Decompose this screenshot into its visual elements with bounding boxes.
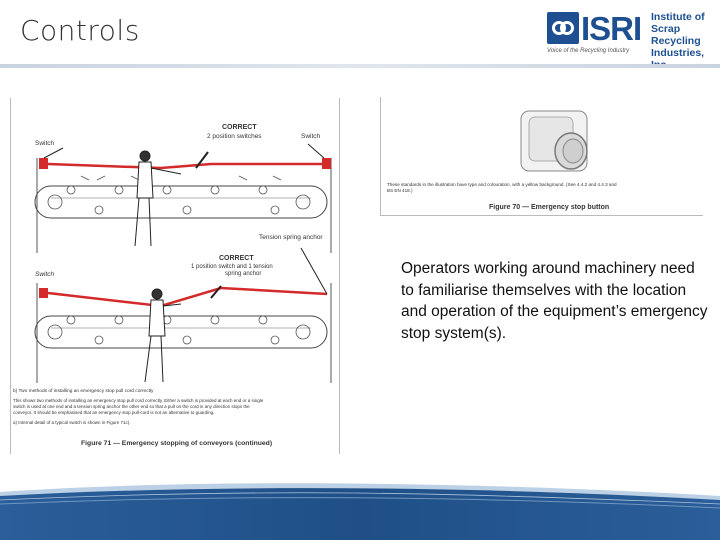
note-footnote: a) Internal detail of a typical switch is shown in Figure 71c). — [13, 420, 131, 425]
logo-name-line-2: Scrap Recycling — [651, 23, 701, 47]
label-correct-upper: CORRECT — [222, 124, 257, 131]
label-correct-lower: CORRECT — [219, 255, 254, 262]
switch-left-lower — [39, 288, 48, 298]
logo-tagline: Voice of the Recycling Industry — [547, 48, 630, 54]
conveyor-belt-lower — [35, 316, 327, 348]
logo-wordmark: ISRI — [581, 10, 642, 47]
figure-70-text-line-2: BS EN 418.) — [387, 188, 413, 193]
logo-name-line-1: Institute of — [651, 11, 705, 23]
pull-cord-upper — [48, 164, 322, 168]
label-switch-right: Switch — [301, 133, 321, 140]
figure-70-caption: Figure 70 — Emergency stop button — [489, 204, 610, 211]
figure-70-text-line-1: These standards in the illustration have type and colouration, with a yellow background. (See 4.4.2 and 4.4.3 and — [387, 182, 617, 187]
emergency-stop-button-figure — [380, 97, 703, 216]
isri-logo — [545, 10, 715, 58]
label-switch-lower: Switch — [35, 271, 55, 278]
emergency-stop-button-icon — [521, 111, 587, 171]
switch-right-upper — [322, 158, 331, 169]
worker-figure-upper — [135, 151, 181, 246]
label-switch-left: Switch — [35, 140, 55, 147]
slide-body-text: Operators working around machinery need to familiarise themselves with the location and operation of the equipment’s emergency stop system(s). — [401, 260, 708, 342]
label-two-position-switches: 2 position switches — [207, 133, 262, 140]
note-body-line-1: This shows two methods of installing an emergency stop pull cord correctly. Either a switch is provided at each end or a single — [13, 398, 264, 403]
note-body-line-3: conveyor. It should be emphasised that an emergency stop pull-cord is not an alternative to guarding. — [13, 410, 215, 415]
isri-emblem-icon — [547, 12, 579, 44]
header-divider — [0, 64, 720, 68]
switch-left-upper — [39, 158, 48, 169]
pull-cord-lower — [48, 288, 327, 306]
slide-title: Controls — [20, 14, 140, 47]
note-heading: b) Two methods of installing an emergency stop pull cord correctly — [13, 389, 154, 394]
label-switch-anchor-line-2: spring anchor — [225, 271, 262, 277]
conveyor-belt-upper — [35, 186, 327, 218]
footer-wave-decoration — [0, 470, 720, 540]
note-body-line-2: switch is used at one end and a tension spring anchor the other end so that a pull on the cord in any direction stops the — [13, 404, 250, 409]
worker-figure-lower — [145, 289, 181, 382]
logo-name-line-3: Industries, — [651, 47, 705, 59]
label-switch-anchor-line-1: 1 position switch and 1 tension — [191, 264, 273, 270]
label-tension-anchor: Tension spring anchor — [259, 234, 323, 241]
figure-71-caption: Figure 71 — Emergency stopping of conveyors (continued) — [81, 440, 273, 447]
logo-organization-name — [651, 11, 715, 71]
conveyor-pull-cord-figure — [10, 98, 340, 454]
